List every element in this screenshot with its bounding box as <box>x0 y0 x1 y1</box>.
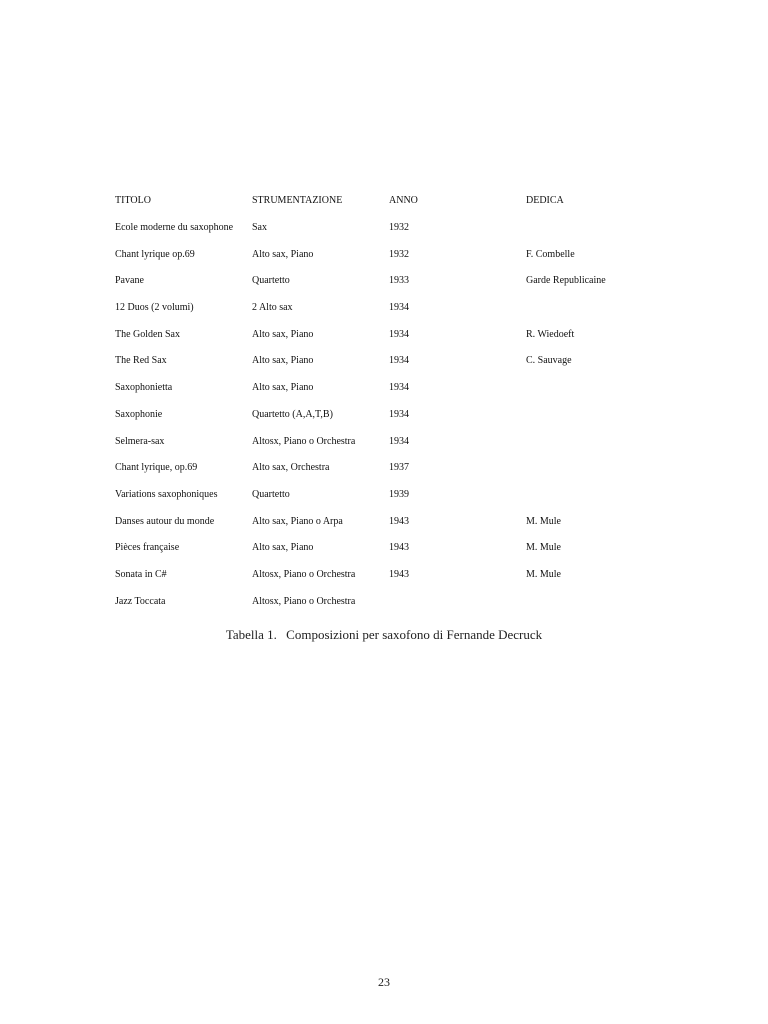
cell-anno: 1939 <box>389 488 409 500</box>
cell-dedica: M. Mule <box>526 515 561 527</box>
cell-titolo: Selmera-sax <box>115 435 165 447</box>
cell-strumentazione: Quartetto <box>252 488 290 500</box>
cell-anno: 1937 <box>389 462 409 474</box>
cell-strumentazione: Alto sax, Piano o Arpa <box>252 515 343 527</box>
cell-strumentazione: Altosx, Piano o Orchestra <box>252 568 356 580</box>
table-row <box>115 535 675 562</box>
cell-anno: 1934 <box>389 408 409 420</box>
table-row <box>115 428 675 455</box>
cell-anno: 1943 <box>389 542 409 554</box>
cell-anno: 1934 <box>389 302 409 314</box>
cell-dedica: F. Combelle <box>526 248 575 260</box>
cell-strumentazione: Alto sax, Piano <box>252 382 314 394</box>
cell-titolo: Variations saxophoniques <box>115 488 218 500</box>
cell-anno: 1934 <box>389 435 409 447</box>
table-row <box>115 402 675 429</box>
table-body <box>115 215 675 615</box>
cell-strumentazione: Quartetto <box>252 275 290 287</box>
cell-strumentazione: Alto sax, Piano <box>252 542 314 554</box>
cell-strumentazione: Alto sax, Piano <box>252 248 314 260</box>
header-strumentazione: STRUMENTAZIONE <box>252 195 343 207</box>
table-caption <box>0 627 768 643</box>
caption-text: Composizioni per saxofono di Fernande Decruck <box>286 627 543 642</box>
cell-titolo: Sonata in C# <box>115 568 167 580</box>
page-number: 23 <box>378 975 390 989</box>
cell-anno: 1934 <box>389 382 409 394</box>
cell-strumentazione: 2 Alto sax <box>252 302 293 314</box>
table-row <box>115 508 675 535</box>
cell-titolo: Pavane <box>115 275 144 287</box>
compositions-table <box>115 188 675 615</box>
cell-dedica: C. Sauvage <box>526 355 572 367</box>
cell-strumentazione: Altosx, Piano o Orchestra <box>252 595 356 607</box>
table-row <box>115 241 675 268</box>
table-row <box>115 268 675 295</box>
cell-titolo: 12 Duos (2 volumi) <box>115 302 194 314</box>
cell-anno: 1932 <box>389 248 409 260</box>
cell-anno: 1932 <box>389 222 409 234</box>
caption-label: Tabella 1. <box>225 627 277 642</box>
cell-anno: 1934 <box>389 328 409 340</box>
cell-titolo: Ecole moderne du saxophone <box>115 222 234 234</box>
table-row <box>115 455 675 482</box>
cell-dedica: M. Mule <box>526 542 561 554</box>
cell-anno: 1934 <box>389 355 409 367</box>
table-row <box>115 215 675 242</box>
table-row <box>115 588 675 615</box>
cell-dedica: R. Wiedoeft <box>526 328 575 340</box>
cell-titolo: The Golden Sax <box>115 328 180 340</box>
cell-titolo: Saxophonie <box>115 408 163 420</box>
table-row <box>115 321 675 348</box>
cell-strumentazione: Alto sax, Piano <box>252 355 314 367</box>
header-anno: ANNO <box>389 195 418 207</box>
table-header-row <box>115 188 675 215</box>
cell-titolo: Pièces française <box>115 542 180 554</box>
cell-anno: 1933 <box>389 275 409 287</box>
cell-titolo: Chant lyrique, op.69 <box>115 462 198 474</box>
cell-anno: 1943 <box>389 568 409 580</box>
cell-titolo: Saxophonietta <box>115 382 173 394</box>
cell-strumentazione: Sax <box>252 222 267 234</box>
table-row <box>115 482 675 509</box>
table-row <box>115 348 675 375</box>
table-row <box>115 295 675 322</box>
cell-dedica: Garde Republicaine <box>526 275 606 287</box>
header-titolo: TITOLO <box>115 195 151 207</box>
header-dedica: DEDICA <box>526 195 564 207</box>
cell-strumentazione: Altosx, Piano o Orchestra <box>252 435 356 447</box>
cell-strumentazione: Quartetto (A,A,T,B) <box>252 408 333 420</box>
cell-titolo: Jazz Toccata <box>115 595 166 607</box>
table-row <box>115 562 675 589</box>
cell-titolo: Danses autour du monde <box>115 515 215 527</box>
cell-titolo: Chant lyrique op.69 <box>115 248 195 260</box>
cell-titolo: The Red Sax <box>115 355 167 367</box>
cell-anno: 1943 <box>389 515 409 527</box>
cell-strumentazione: Alto sax, Piano <box>252 328 314 340</box>
cell-strumentazione: Alto sax, Orchestra <box>252 462 330 474</box>
table-row <box>115 375 675 402</box>
cell-dedica: M. Mule <box>526 568 561 580</box>
